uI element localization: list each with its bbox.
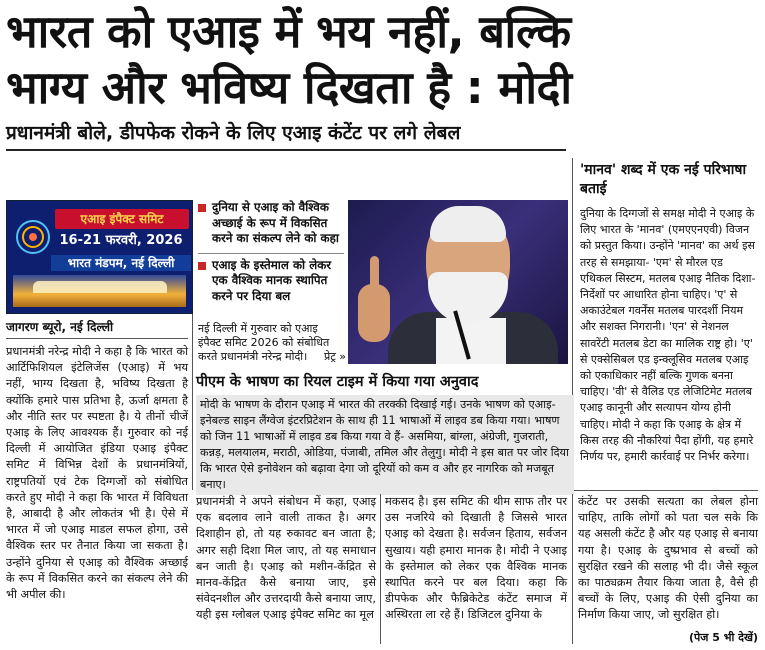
dateline-rule: [6, 338, 188, 339]
sidebar-body: दुनिया के दिग्गजों से समक्ष मोदी ने एआइ के लिए भारत के 'मानव' (एमएएनएवी) विजन को प्रस्तुत किया। उन्होंने 'मानव' का अर्थ इस तरह से समझाया- 'एम' से मौरल एड एथिकल सिस्टम, मतलब एआइ नैतिक दिशा-निर्देशों पर आधारित होना चाहिए। 'ए' से अकाउंटेबल गवर्नेंस मतलब पारदर्शी नियम और सशक्त निगरानी। 'एन' से नेशनल सावरेंटी मतलब डेटा का मालिक राष्ट्र हो। 'ए' से एक्सेसिबल एड इन्क्लूसिव मतलब एआइ को एकाधिकार नहीं बल्कि गुणक बनना चाहिए। 'वी' से वैलिड एड लेजिटिमेट मतलब एआइ कानूनी और सत्यापन योग्य होनी चाहिए। मोदी ने कहा कि एआइ के क्षेत्र में किस तरह की नौकरियां पैदा होंगी, यह हमारे निर्णय पर, हमारी कार्रवाई पर निर्भर करेगा।: [580, 207, 756, 464]
column-divider: [572, 494, 573, 644]
photo-caption: नई दिल्ली में गुरुवार को एआइ इंपैक्ट समिट 2026 को संबोधित करते प्रधानमंत्री नरेन्द्र मोदी।: [198, 322, 330, 363]
subheadline: प्रधानमंत्री बोले, डीपफेक रोकने के लिए एआइ कंटेंट पर लगे लेबल: [6, 122, 461, 144]
highlight-item: एआइ के इस्तेमाल को लेकर एक वैश्विक मानक स्थापित करने पर दिया बल: [198, 258, 344, 305]
logo-venue: भारत मंडपम, नई दिल्ली: [51, 255, 191, 271]
summit-logo: [6, 200, 193, 314]
highlight-divider: [198, 253, 344, 254]
logo-banner: एआइ इंपैक्ट समिट: [55, 209, 189, 229]
bottom-column-2: मकसद है। इस समिट की थीम साफ तौर पर उस नजरिये को दिखाती है जिससे भारत एआइ को देखता है। सर्वजन हिताय, सर्वजन सुखाय। यही हमारा मानक है। मोदी ने एआइ के इस्तेमाल को लेकर एक वैश्विक मानक स्थापित करने पर बल दिया। कहा कि डीपफेक और फैब्रिकेटेड कंटेंट समाज में अस्थिरता ला रहे हैं। डिजिटल दुनिया के: [385, 495, 567, 622]
logo-dates: 16-21 फरवरी, 2026: [59, 233, 183, 248]
venue-illustration: [13, 275, 186, 307]
box-title: पीएम के भाषण का रियल टाइम में किया गया अनुवाद: [196, 374, 479, 390]
left-column-text: प्रधानमंत्री नरेन्द्र मोदी ने कहा है कि भारत को आर्टिफिशियल इंटेलिजेंस (एआइ) में भय नहीं, भाग्य दिखता है, भविष्य दिखता है क्योंकि हमारे पास प्रतिभा है, ऊर्जा क्षमता है और नीति स्तर पर स्पष्टता है। ये तीनों चीजें एआइ के लिए आवश्यक हैं। गुरुवार को नई दिल्ली में आयोजित इंडिया एआइ इंपैक्ट समिट में विभिन्न देशों के प्रधानमंत्रियों, राष्ट्रपतियों एवं टेक दिग्गजों को संबोधित करते हुए मोदी ने कहा कि भारत में विविधता है, आबादी है और लोकतंत्र भी है। ऐसे में भारत में जो एआइ माडल सफल होगा, उसे वैश्विक स्तर पर तैनात किया जा सकता है। उन्होंने दुनिया से एआइ को वैश्विक अच्छाई के रूप में विकसित करने का संकल्प लेने की भी अपील की।: [6, 345, 188, 602]
column-divider: [380, 494, 381, 644]
summit-emblem-icon: [13, 209, 53, 269]
bottom-column-1: प्रधानमंत्री ने अपने संबोधन में कहा, एआइ एक बदलाव लाने वाली ताकत है। अगर दिशाहीन हो, तो यह रुकावट बन जाता है; अगर सही दिशा मिल जाए, तो यह समाधान बन जाती है। एआइ को मशीन-केंद्रित से मानव-केंद्रित कैसे बनाया जाए, इसे संवेदनशील और उत्तरदायी कैसे बनाया जाए, यही इस ग्लोबल एआइ इंपैक्ट समिट का मूल: [196, 495, 376, 622]
headline-line-2: भाग्य और भविष्य दिखता है : मोदी: [6, 61, 572, 114]
photo-credit: प्रेट्र »: [323, 350, 346, 363]
sidebar-title: 'मानव' शब्द में एक नई परिभाषा बताई: [580, 162, 747, 197]
photo-credit-text: प्रेट्र: [323, 350, 336, 363]
dateline: जागरण ब्यूरो, नई दिल्ली: [6, 320, 114, 334]
headline-line-1: भारत को एआइ में भय नहीं, बल्कि: [6, 5, 571, 58]
headline: [6, 4, 758, 116]
modi-photo: [348, 200, 568, 364]
box-body: मोदी के भाषण के दौरान एआइ में भारत की तरक्की दिखाई गई। उनके भाषण को एआइ-इनेबल्ड साइन लैंग्वेज इंटरप्रिटेशन के साथ ही 11 भाषाओं में लाइव डब किया गया। भाषण को जिन 11 भाषाओं में लाइव डब किया गया वे हैं- असमिया, बांग्ला, अंग्रेजी, गुजराती, कन्नड़, मलयालम, मराठी, ओडिया, पंजाबी, तमिल और तेलुगु। मोदी ने इस बात पर जोर दिया कि भारत ऐसे इनोवेशन को बढ़ावा देगा जो दूरियों को कम व और हर नागरिक को मजबूत बनाए।: [196, 395, 574, 495]
continued-note: (पेज 5 भी देखें): [688, 631, 758, 644]
subheadline-rule: [6, 149, 566, 151]
bottom-column-3: कंटेंट पर उसकी सत्यता का लेबल होना चाहिए, ताकि लोगों को पता चल सके कि यह असली कंटेंट है और यह एआइ से बनाया गया है। एआइ के दुष्प्रभाव से बच्चों को सुरक्षित रखने की सलाह भी दी। जैसे स्कूल का पाठ्यक्रम तैयार किया जाता है, वैसे ही बच्चों के लिए, एआइ की ऐसी दुनिया का निर्माण किया जाए, जो सुरक्षित हो।: [578, 495, 758, 622]
highlights: [198, 200, 344, 304]
highlight-item: दुनिया से एआइ को वैश्विक अच्छाई के रूप में विकसित करने का संकल्प लेने को कहा: [198, 200, 344, 247]
